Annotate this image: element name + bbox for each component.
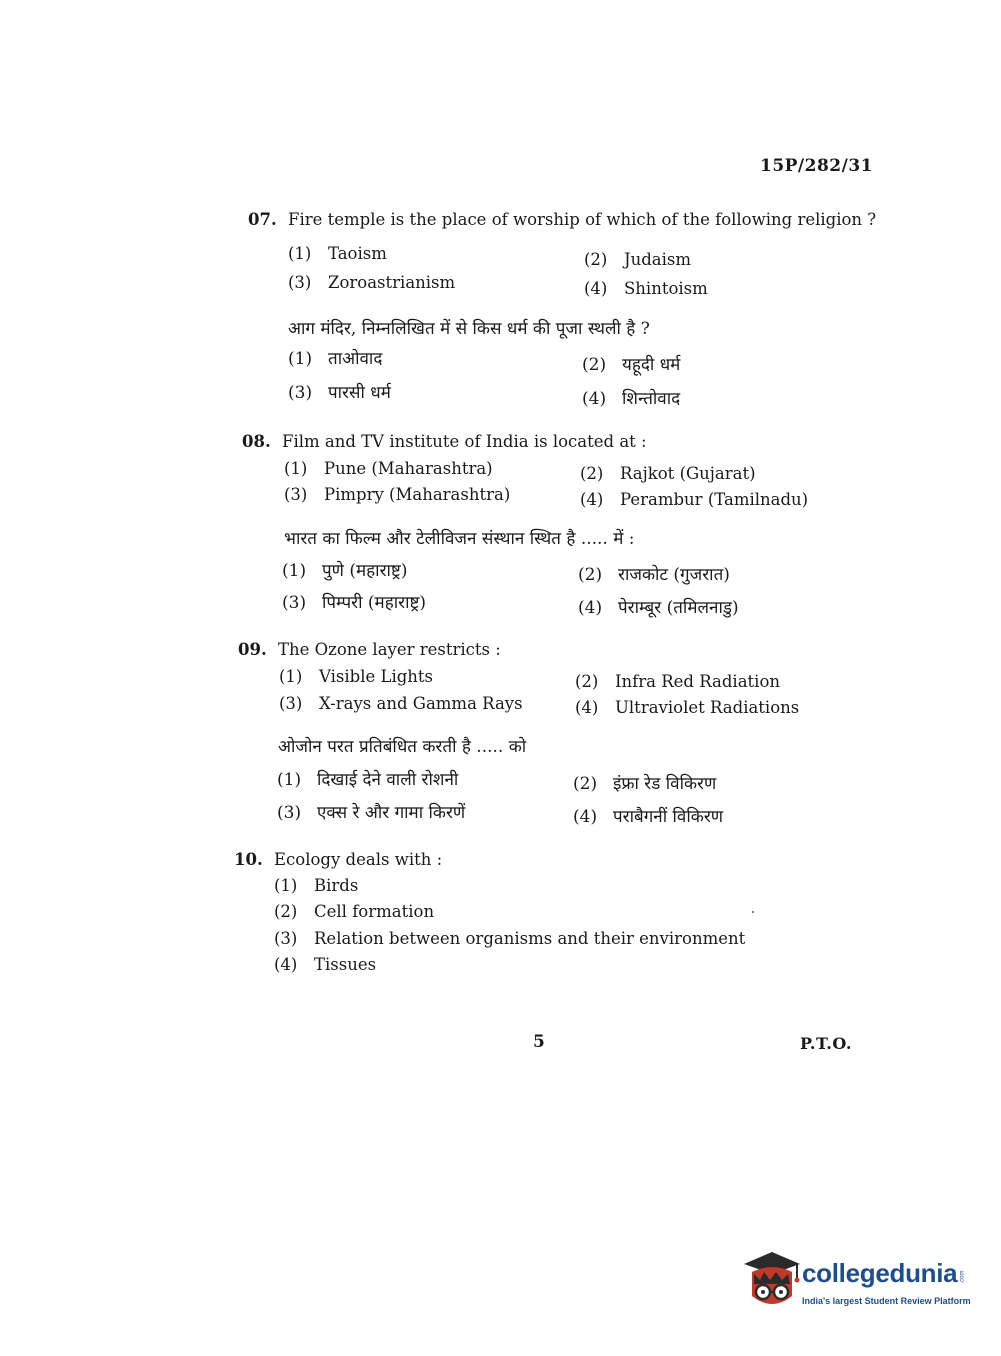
option-hi-1 (277, 767, 458, 790)
option-number: (3) (274, 929, 298, 948)
option-number: (3) (288, 273, 312, 292)
option-text: इंफ्रा रेड विकिरण (613, 774, 717, 794)
option-text: Birds (314, 876, 359, 895)
option-number: (4) (584, 279, 608, 298)
option-hi-3 (277, 800, 465, 823)
please-turn-over: P.T.O. (800, 1034, 852, 1053)
option-number: (2) (580, 464, 604, 483)
option-text: पिम्परी (महाराष्ट्र) (322, 593, 427, 613)
question-text-en: Ecology deals with : (274, 850, 443, 869)
paper-code: 15P/282/31 (759, 156, 873, 176)
option-number: (1) (274, 876, 298, 895)
option-number: (2) (573, 774, 598, 794)
option-text: दिखाई देने वाली रोशनी (317, 770, 459, 790)
option-hi-2 (578, 562, 730, 585)
option-number: (2) (582, 355, 607, 375)
question-number: 09. (238, 640, 267, 659)
option-en-3 (279, 694, 523, 713)
option-en-4 (580, 490, 808, 509)
option-number: (2) (584, 250, 608, 269)
option-text: Ultraviolet Radiations (615, 698, 800, 717)
option-hi-2 (573, 771, 716, 794)
option-en-2 (575, 672, 780, 691)
option-text: राजकोट (गुजरात) (618, 565, 730, 585)
option-text: Infra Red Radiation (615, 672, 780, 691)
option-number: (1) (288, 244, 312, 263)
question-text-hi: आग मंदिर, निम्नलिखित में से किस धर्म की पूजा स्थली है ? (288, 319, 650, 339)
option-text: Tissues (314, 955, 377, 974)
option-text: शिन्तोवाद (622, 389, 681, 409)
option-text: Pimpry (Maharashtra) (324, 485, 511, 504)
option-text: पेराम्बूर (तमिलनाडु) (618, 598, 739, 618)
option-text: यहूदी धर्म (622, 355, 681, 375)
question-text-en: The Ozone layer restricts : (278, 640, 501, 659)
option-number: (1) (279, 667, 303, 686)
option-en-1 (274, 876, 358, 895)
option-en-1 (284, 459, 493, 478)
option-number: (2) (575, 672, 599, 691)
option-text: पारसी धर्म (328, 383, 391, 403)
option-number: (4) (578, 598, 603, 618)
option-en-2 (584, 250, 691, 269)
question-number: 10. (234, 850, 263, 869)
option-number: (4) (573, 807, 598, 827)
question-10-stem (234, 850, 442, 869)
option-number: (3) (279, 694, 303, 713)
question-08-stem (242, 432, 647, 451)
option-number: (3) (284, 485, 308, 504)
scan-speck (752, 911, 754, 913)
option-hi-3 (288, 380, 391, 403)
option-en-3 (288, 273, 455, 292)
option-hi-3 (282, 590, 426, 613)
option-number: (3) (277, 803, 302, 823)
option-text: Relation between organisms and their environment (314, 929, 746, 948)
option-number: (4) (582, 389, 607, 409)
question-07-stem (248, 210, 876, 229)
option-text: Shintoism (624, 279, 708, 298)
question-text-en: Film and TV institute of India is located at : (282, 432, 647, 451)
option-en-1 (279, 667, 433, 686)
page-number: 5 (533, 1032, 545, 1052)
option-number: (1) (288, 349, 313, 369)
option-text: Visible Lights (319, 667, 434, 686)
option-number: (4) (575, 698, 599, 717)
question-09-stem (238, 640, 501, 659)
option-number: (2) (274, 902, 298, 921)
option-en-3 (284, 485, 510, 504)
option-text: एक्स रे और गामा किरणें (317, 803, 466, 823)
logo-domain: .com (959, 1270, 966, 1284)
option-text: Cell formation (314, 902, 435, 921)
option-hi-1 (282, 558, 408, 581)
option-en-4 (584, 279, 708, 298)
option-text: Taoism (328, 244, 387, 263)
option-en-4 (274, 955, 376, 974)
option-text: X-rays and Gamma Rays (319, 694, 523, 713)
option-hi-1 (288, 346, 382, 369)
question-number: 07. (248, 210, 277, 229)
collegedunia-watermark (742, 1250, 972, 1322)
mascot-icon (742, 1250, 802, 1322)
option-text: Perambur (Tamilnadu) (620, 490, 809, 509)
option-number: (4) (274, 955, 298, 974)
option-text: Judaism (624, 250, 692, 269)
option-hi-4 (578, 595, 739, 618)
option-text: Rajkot (Gujarat) (620, 464, 756, 483)
option-text: ताओवाद (328, 349, 383, 369)
option-number: (1) (277, 770, 302, 790)
question-number: 08. (242, 432, 271, 451)
option-en-3 (274, 929, 745, 948)
logo-wordmark: collegedunia (802, 1258, 958, 1288)
option-text: पराबैगनीं विकिरण (613, 807, 724, 827)
option-en-2 (580, 464, 756, 483)
option-number: (3) (288, 383, 313, 403)
option-en-1 (288, 244, 387, 263)
question-text-en: Fire temple is the place of worship of which of the following religion ? (288, 210, 877, 229)
option-en-4 (575, 698, 799, 717)
option-hi-4 (582, 386, 680, 409)
logo-tagline: India's largest Student Review Platform (802, 1296, 971, 1306)
option-number: (3) (282, 593, 307, 613)
option-text: Zoroastrianism (328, 273, 456, 292)
option-hi-2 (582, 352, 680, 375)
option-number: (2) (578, 565, 603, 585)
option-text: Pune (Maharashtra) (324, 459, 493, 478)
option-number: (4) (580, 490, 604, 509)
option-text: पुणे (महाराष्ट्र) (322, 561, 408, 581)
option-number: (1) (282, 561, 307, 581)
option-number: (1) (284, 459, 308, 478)
option-en-2 (274, 902, 434, 921)
option-hi-4 (573, 804, 723, 827)
question-text-hi: भारत का फिल्म और टेलीविजन संस्थान स्थित है ..... में : (284, 529, 635, 549)
question-text-hi: ओजोन परत प्रतिबंधित करती है ..... को (278, 737, 527, 757)
